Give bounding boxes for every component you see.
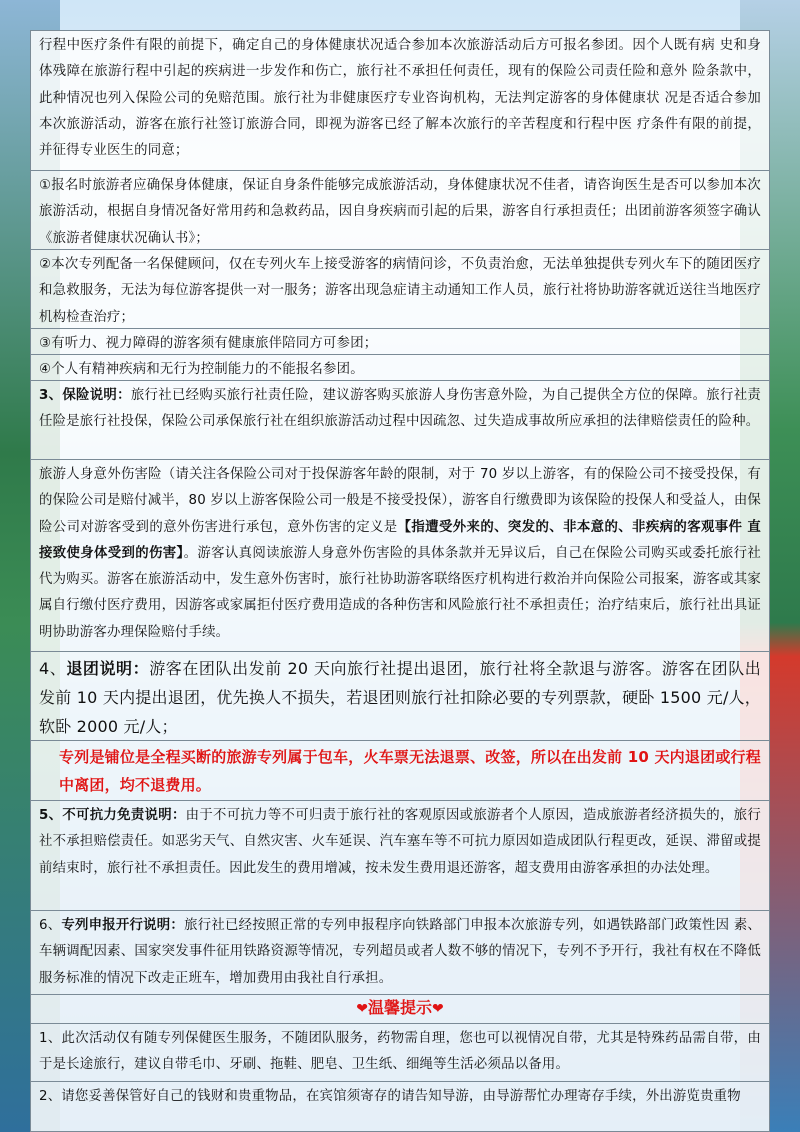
tip-2 (31, 1082, 769, 1122)
force-majeure-section (31, 801, 769, 911)
insurance-detail-a: 旅游人身意外伤害险（请关注各保险公司对于投保游客年龄的限制，对于 70 岁以上游客，有的保险公司不接受投保，有的保险公司是赔付减半，80 岁以上游客保险公司一般是不接受投保），游客自行缴费即为该保险的投保人和受益人，由保险公司对游客受到的意外伤害进行承包，意外伤害的定义是 (39, 467, 761, 535)
cancellation-section (31, 652, 769, 741)
health-item-2-text: ②本次专列配备一名保健顾问，仅在专列火车上接受游客的病情问诊，不负责治愈，无法单独提供专列火车下的随团医疗和急救服务，无法为每位游客提供一对一服务；游客出现急症请主动通知工作人员，旅行社将协助游客就近送往当地医疗机构检查治疗； (39, 257, 761, 325)
health-item-1 (31, 171, 769, 250)
insurance-heading: 3、保险说明： (39, 388, 131, 403)
train-operation-prefix: 6、 (39, 918, 62, 933)
cancellation-warning-text: 专列是铺位是全程买断的旅游专列属于包车，火车票无法退票、改签，所以在出发前 10 天内退团或行程中离团，均不退费用。 (59, 748, 761, 794)
train-operation-section (31, 911, 769, 995)
health-item-4-text: ④个人有精神疾病和无行为控制能力的不能报名参团。 (39, 362, 364, 377)
insurance-detail (31, 460, 769, 652)
tip-1 (31, 1024, 769, 1082)
medical-intro (31, 31, 769, 171)
tips-title (31, 995, 769, 1024)
tips-title-text: 温馨提示 (367, 998, 432, 1017)
force-majeure-heading: 5、不可抗力免责说明： (39, 808, 186, 823)
tip-2-text: 2、请您妥善保管好自己的钱财和贵重物品，在宾馆须寄存的请告知导游，由导游帮忙办理寄存手续，外出游览贵重物 (39, 1089, 741, 1104)
health-item-4 (31, 355, 769, 381)
insurance-detail-b: 。游客认真阅读旅游人身意外伤害险的具体条款并无异议后，自己在保险公司购买或委托旅行社代为购买。游客在旅游活动中，发生意外伤害时，旅行社协助游客联络医疗机构进行救治并向保险公司报案，游客或其家属自行缴付医疗费用，因游客或家属拒付医疗费用造成的各种伤害和风险旅行社不承担责任；治疗结束后，旅行社出具证明协助游客办理保险赔付手续。 (39, 545, 761, 640)
notice-panel (30, 30, 770, 1132)
train-operation-body: 旅行社已经按照正常的专列申报程序向铁路部门申报本次旅游专列，如遇铁路部门政策性因 素、车辆调配因素、国家突发事件征用铁路资源等情况，专列超员或者人数不够的情况下，专列不予开行，我社有权在不降低服务标准的情况下改走正班车，增加费用由我社自行承担。 (39, 918, 761, 986)
health-item-3-text: ③有听力、视力障碍的游客须有健康旅伴陪同方可参团； (39, 336, 378, 351)
cancellation-body: 游客在团队出发前 20 天向旅行社提出退团，旅行社将全款退与游客。游客在团队出发前 10 天内提出退团，优先换人不损失，若退团则旅行社扣除必要的专列票款，硬卧 1500 元/人，软卧 2000 元/人； (39, 659, 761, 736)
heart-icon: ❤ (356, 1001, 368, 1017)
cancellation-warning (31, 741, 769, 801)
health-item-3 (31, 329, 769, 355)
force-majeure-body: 由于不可抗力等不可归责于旅行社的客观原因或旅游者个人原因，造成旅游者经济损失的，旅行社不承担赔偿责任。如恶劣天气、自然灾害、火车延误、汽车塞车等不可抗力原因如造成团队行程更改，延误、滞留或提前结束时，旅行社不承担责任。因此发生的费用增减，按未发生费用退还游客，超支费用由游客承担的办法处理。 (39, 808, 761, 876)
health-item-2 (31, 250, 769, 329)
train-operation-heading: 专列申报开行说明： (61, 918, 185, 933)
cancellation-prefix: 4、 (39, 659, 67, 678)
insurance-body: 旅行社已经购买旅行社责任险，建议游客购买旅游人身伤害意外险，为自己提供全方位的保障。旅行社责任险是旅行社投保，保险公司承保旅行社在组织旅游活动过程中因疏忽、过失造成事故所应承担的法律赔偿责任的险种。 (39, 388, 761, 430)
tip-1-text: 1、此次活动仅有随专列保健医生服务，不随团队服务，药物需自理，您也可以视情况自带，尤其是特殊药品需自带，由于是长途旅行，建议自带毛巾、牙刷、拖鞋、肥皂、卫生纸、细绳等生活必须品以备用。 (39, 1031, 761, 1072)
medical-intro-text: 行程中医疗条件有限的前提下，确定自己的身体健康状况适合参加本次旅游活动后方可报名参团。因个人既有病 史和身体残障在旅游行程中引起的疾病进一步发作和伤亡，旅行社不承担任何责任，现有的保险公司责任险和意外 险条款中，此种情况也列入保险公司的免赔范围。旅行社为非健康医疗专业咨询机构，无法判定游客的身体健康状 况是否适合参加本次旅游活动，游客在旅行社签订旅游合同，即视为游客已经了解本次旅行的辛苦程度和行程中医 疗条件有限的前提，并征得专业医生的同意； (39, 38, 761, 159)
cancellation-heading: 退团说明： (66, 659, 150, 678)
insurance-definition: 【指遭受外来的、突发的、非本意的、非疾病的客观事件 直接致使身体受到的伤害】 (39, 519, 762, 561)
health-item-1-text: ①报名时旅游者应确保身体健康，保证自身条件能够完成旅游活动，身体健康状况不佳者，请咨询医生是否可以参加本次旅游活动，根据自身情况备好常用药和急救药品，因自身疾病而引起的后果，游客自行承担责任；出团前游客须签字确认《旅游者健康状况确认书》； (39, 178, 761, 246)
insurance-section (31, 381, 769, 460)
heart-icon: ❤ (432, 1001, 444, 1017)
